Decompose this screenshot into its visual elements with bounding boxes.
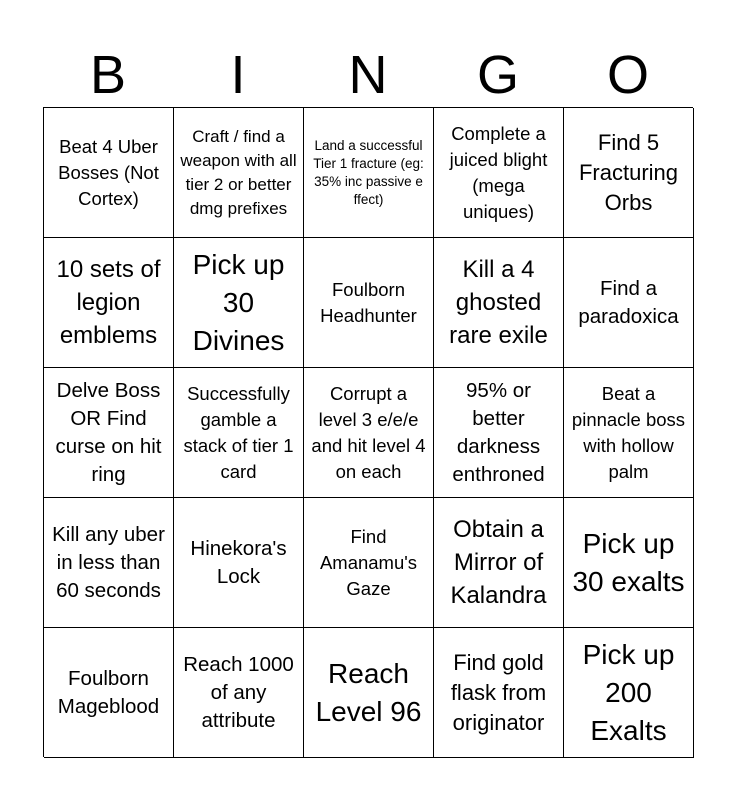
bingo-cell[interactable] [304,108,434,238]
bingo-cell[interactable] [44,498,174,628]
header-letter-b: B [89,45,127,105]
bingo-cell[interactable] [174,628,304,758]
bingo-cell[interactable] [434,368,564,498]
bingo-cell-text: Pick up 200 Exalts [582,638,675,746]
bingo-cell[interactable] [564,368,694,498]
bingo-cell[interactable] [304,628,434,758]
bingo-cell[interactable] [44,628,174,758]
bingo-cell[interactable] [44,238,174,368]
bingo-cell[interactable] [44,368,174,498]
bingo-cell-text: Land a successful Tier 1 fracture (eg: 35% inc passive e ffect) [313,137,424,207]
bingo-cell-text: Find gold flask from originator [450,649,547,735]
bingo-cell[interactable] [434,108,564,238]
bingo-cell-text: Foulborn Headhunter [320,278,417,326]
bingo-cell-text: 95% or better darkness enthroned [452,378,545,486]
bingo-cell-text: Successfully gamble a stack of tier 1 card [183,382,294,482]
bingo-cell[interactable] [564,108,694,238]
bingo-cell-text: Delve Boss OR Find curse on hit ring [55,378,162,486]
bingo-cell[interactable] [434,238,564,368]
bingo-cell[interactable] [174,498,304,628]
bingo-cell[interactable] [304,368,434,498]
header-letter-n: N [348,45,388,105]
bingo-header [43,44,693,106]
bingo-cell-text: Hinekora's Lock [190,536,287,588]
header-letter-g: G [476,45,519,105]
bingo-cell-text: Pick up 30 Divines [192,248,285,356]
bingo-cell-text: Beat 4 Uber Bosses (Not Cortex) [58,135,159,209]
header-letter-o: O [606,45,649,105]
bingo-cell[interactable] [174,368,304,498]
bingo-cell-text: Kill a 4 ghosted rare exile [449,256,548,349]
bingo-cell-text: Find a paradoxica [578,276,679,328]
bingo-cell-text: Beat a pinnacle boss with hollow palm [571,382,686,482]
bingo-cell[interactable] [174,238,304,368]
bingo-cell[interactable] [564,628,694,758]
header-letter-i: I [230,45,246,105]
bingo-cell-text: Reach 1000 of any attribute [183,652,294,732]
bingo-cell-text: Find 5 Fracturing Orbs [578,129,679,215]
bingo-cell[interactable] [434,628,564,758]
bingo-cell-text: Corrupt a level 3 e/e/e and hit level 4 on each [311,382,426,482]
bingo-cell[interactable] [304,498,434,628]
bingo-cell-text: Obtain a Mirror of Kalandra [450,516,547,609]
bingo-cell[interactable] [564,238,694,368]
bingo-cell-text: Craft / find a weapon with all tier 2 or better dmg prefixes [180,126,297,218]
bingo-cell-text: Complete a juiced blight (mega uniques) [449,122,548,222]
bingo-cell-text: 10 sets of legion emblems [56,256,161,349]
bingo-cell[interactable] [564,498,694,628]
bingo-cell[interactable] [434,498,564,628]
bingo-cell-text: Kill any uber in less than 60 seconds [52,522,165,602]
bingo-cell-text: Foulborn Mageblood [57,666,160,718]
bingo-cell-text: Pick up 30 exalts [572,527,685,597]
bingo-grid [43,107,693,757]
bingo-cell[interactable] [174,108,304,238]
bingo-cell-text: Find Amanamu's Gaze [319,525,418,599]
bingo-cell[interactable] [44,108,174,238]
bingo-cell-text: Reach Level 96 [315,657,422,727]
bingo-cell[interactable] [304,238,434,368]
